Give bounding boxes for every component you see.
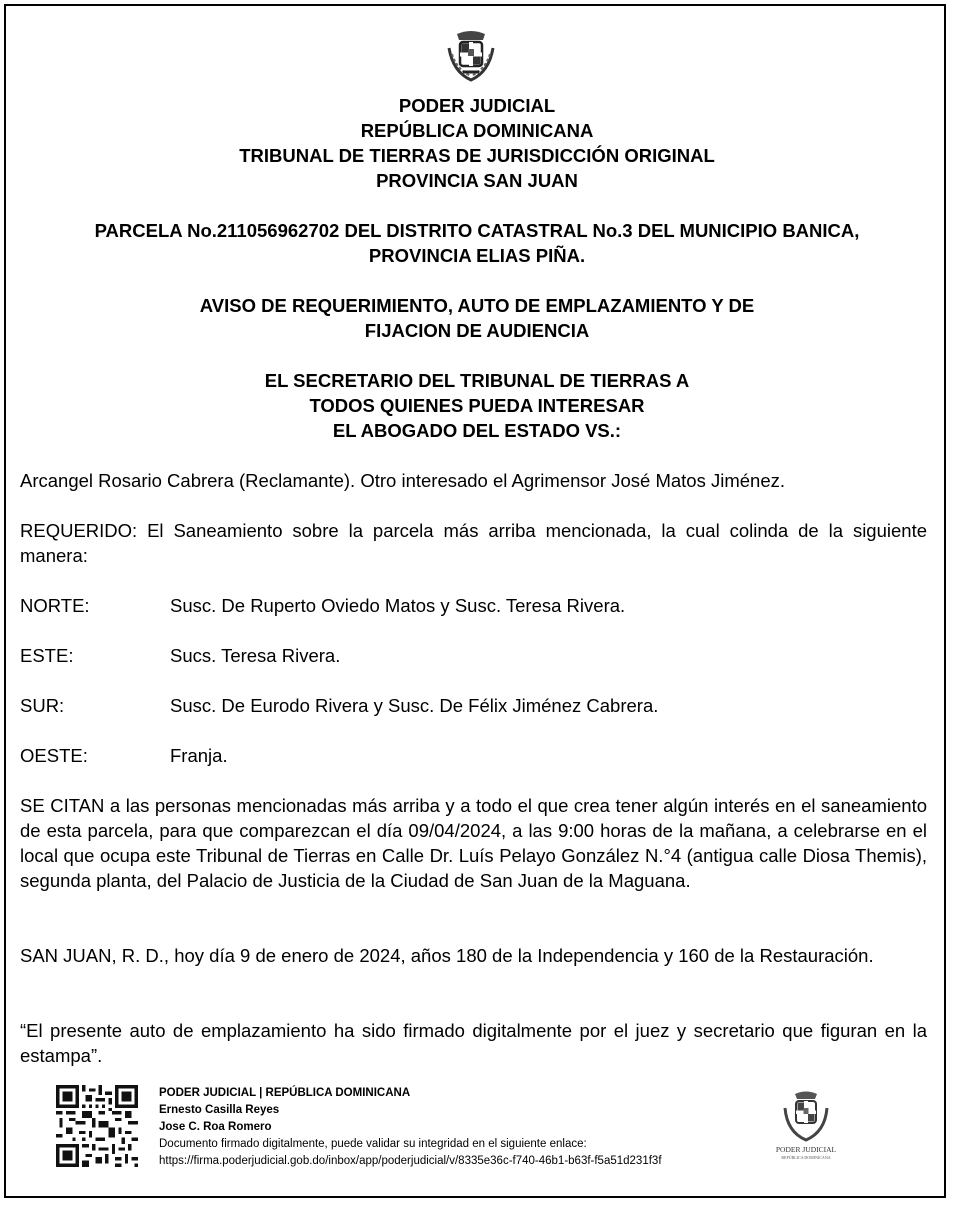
parcel-line-1: PARCELA No.211056962702 DEL DISTRITO CATASTRAL No.3 DEL MUNICIPIO BANICA, (94, 220, 860, 241)
poder-judicial-logo-icon (775, 1090, 837, 1162)
boundary-label-north: NORTE: (20, 595, 90, 616)
coat-of-arms-icon (443, 28, 499, 84)
signature-url-link[interactable]: https://firma.poderjudicial.gob.do/inbox/app/poderjudicial/v/8335e36c-f740-46b1-b63f-f5a51d231f3f (159, 1155, 662, 1167)
boundary-value-south: Susc. De Eurodo Rivera y Susc. De Félix Jiménez Cabrera. (170, 695, 659, 716)
notice-title-line-1: AVISO DE REQUERIMIENTO, AUTO DE EMPLAZAMIENTO Y DE (199, 295, 755, 316)
parcel-line-2: PROVINCIA ELIAS PIÑA. (368, 245, 586, 266)
date-paragraph: SAN JUAN, R. D., hoy día 9 de enero de 2024, años 180 de la Independencia y 160 de la Restauración. (20, 945, 874, 966)
qr-code-icon[interactable] (56, 1085, 138, 1167)
boundary-value-north: Susc. De Ruperto Oviedo Matos y Susc. Teresa Rivera. (170, 595, 626, 616)
addressee-line-2: TODOS QUIENES PUEDA INTERESAR (309, 395, 645, 416)
header-line-4: PROVINCIA SAN JUAN (376, 170, 578, 191)
footer-logo-line-2: REPÚBLICA DOMINICANA (781, 1155, 831, 1160)
boundary-label-south: SUR: (20, 695, 65, 716)
header-line-3: TRIBUNAL DE TIERRAS DE JURISDICCIÓN ORIGINAL (239, 145, 715, 166)
signature-signer-1: Ernesto Casilla Reyes (159, 1104, 280, 1116)
parties-paragraph: Arcangel Rosario Cabrera (Reclamante). Otro interesado el Agrimensor José Matos Jiménez. (20, 470, 785, 491)
addressee-line-3: EL ABOGADO DEL ESTADO VS.: (332, 420, 622, 441)
footer-logo-line-1: PODER JUDICIAL (775, 1145, 837, 1154)
boundary-label-west: OESTE: (20, 745, 88, 766)
header-line-2: REPÚBLICA DOMINICANA (360, 120, 594, 141)
boundary-label-east: ESTE: (20, 645, 74, 666)
requerido-paragraph: REQUERIDO: El Saneamiento sobre la parcela más arriba mencionada, la cual colinda de la siguiente manera: (20, 520, 927, 566)
signature-signer-2: Jose C. Roa Romero (159, 1121, 272, 1133)
addressee-line-1: EL SECRETARIO DEL TRIBUNAL DE TIERRAS A (264, 370, 690, 391)
closing-paragraph: “El presente auto de emplazamiento ha sido firmado digitalmente por el juez y secretario que figuran en la estampa”. (20, 1020, 927, 1066)
citation-paragraph: SE CITAN a las personas mencionadas más arriba y a todo el que crea tener algún interés en el saneamiento de esta parcela, para que comparezcan el día 09/04/2024, a las 9:00 horas de la mañana, a celebrarse en el local que ocupa este Tribunal de Tierras en Calle Dr. Luís Pelayo González N.°4 (antigua calle Diosa Themis), segunda planta, del Palacio de Justicia de la Ciudad de San Juan de la Maguana. (20, 795, 927, 891)
boundary-value-west: Franja. (170, 745, 228, 766)
notice-title-line-2: FIJACION DE AUDIENCIA (364, 320, 590, 341)
header-line-1: PODER JUDICIAL (398, 95, 556, 116)
signature-note: Documento firmado digitalmente, puede validar su integridad en el siguiente enlace: (159, 1138, 587, 1150)
signature-org: PODER JUDICIAL | REPÚBLICA DOMINICANA (159, 1087, 411, 1099)
boundary-value-east: Sucs. Teresa Rivera. (170, 645, 341, 666)
